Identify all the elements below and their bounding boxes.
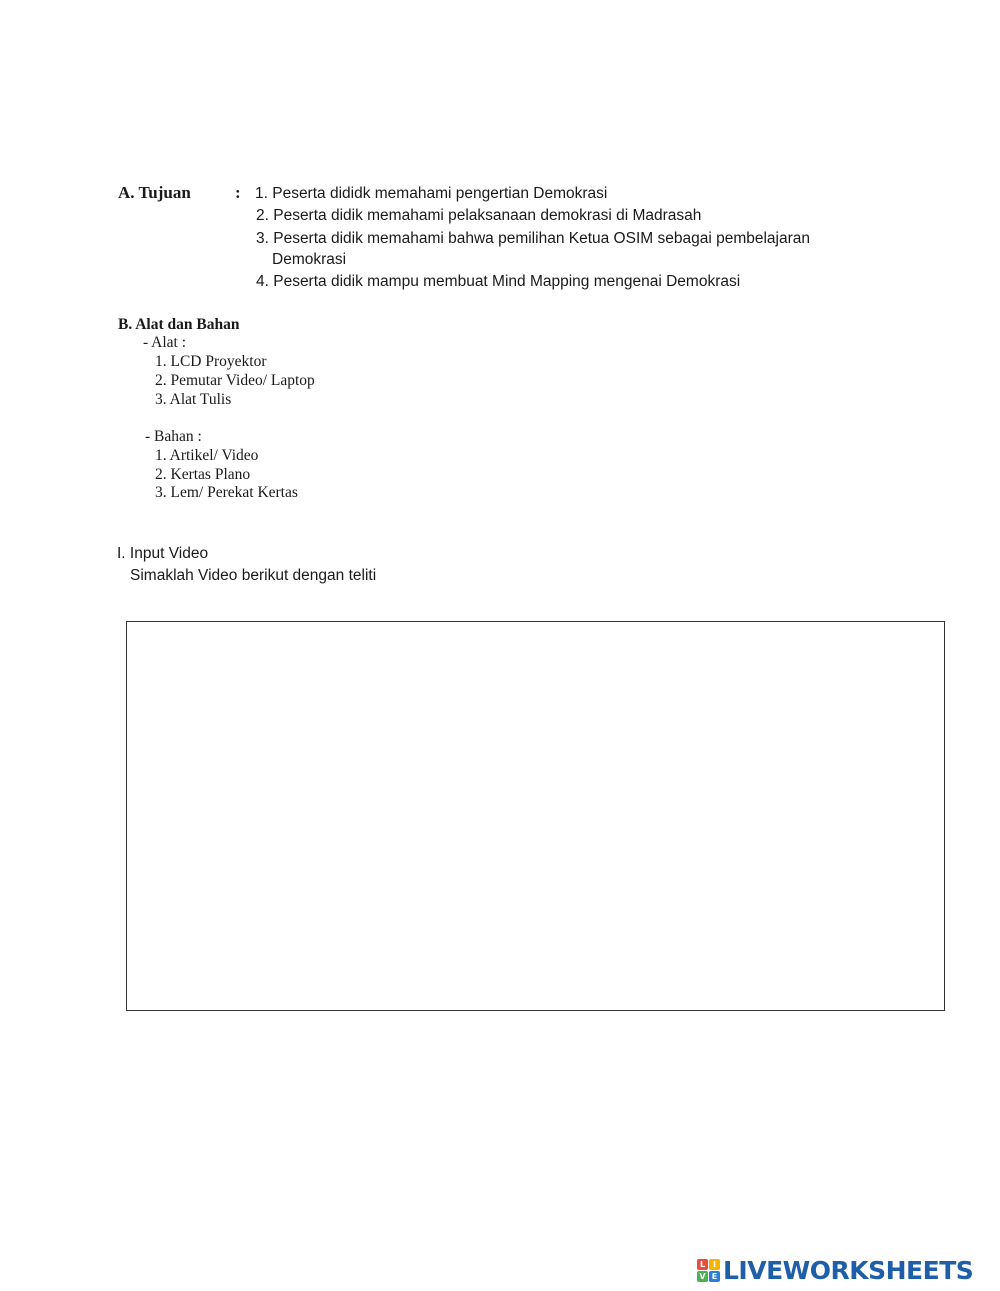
alat-item: 3. Alat Tulis <box>155 391 232 408</box>
logo-tile: I <box>709 1259 720 1270</box>
tujuan-colon: : <box>235 183 241 202</box>
bahan-item: 2. Kertas Plano <box>155 466 251 483</box>
alat-item: 1. LCD Proyektor <box>155 353 267 370</box>
tujuan-heading: A. Tujuan <box>118 183 191 202</box>
tujuan-item: 2. Peserta didik memahami pelaksanaan demokrasi di Madrasah <box>256 207 702 224</box>
liveworksheets-logo <box>697 1256 973 1284</box>
bahan-item: 1. Artikel/ Video <box>155 447 259 464</box>
brand-name: LIVEWORKSHEETS <box>723 1255 974 1285</box>
video-embed-frame[interactable] <box>126 621 945 1011</box>
bahan-label: - Bahan : <box>145 428 202 445</box>
logo-tile: E <box>709 1271 720 1282</box>
bahan-item: 3. Lem/ Perekat Kertas <box>155 484 298 501</box>
liveworksheets-logo-icon <box>697 1259 720 1282</box>
tujuan-item: 1. Peserta dididk memahami pengertian Demokrasi <box>255 185 608 202</box>
tujuan-item: 4. Peserta didik mampu membuat Mind Mapping mengenai Demokrasi <box>256 273 741 290</box>
alat-bahan-heading: B. Alat dan Bahan <box>118 316 240 333</box>
logo-tile: L <box>697 1259 708 1270</box>
alat-label: - Alat : <box>143 334 187 351</box>
tujuan-item: 3. Peserta didik memahami bahwa pemilihan Ketua OSIM sebagai pembelajaran <box>256 230 810 247</box>
input-video-instruction: Simaklah Video berikut dengan teliti <box>130 567 377 584</box>
logo-tile: V <box>697 1271 708 1282</box>
tujuan-item-continuation: Demokrasi <box>272 251 347 268</box>
alat-item: 2. Pemutar Video/ Laptop <box>155 372 315 389</box>
input-video-heading: I. Input Video <box>117 545 209 562</box>
